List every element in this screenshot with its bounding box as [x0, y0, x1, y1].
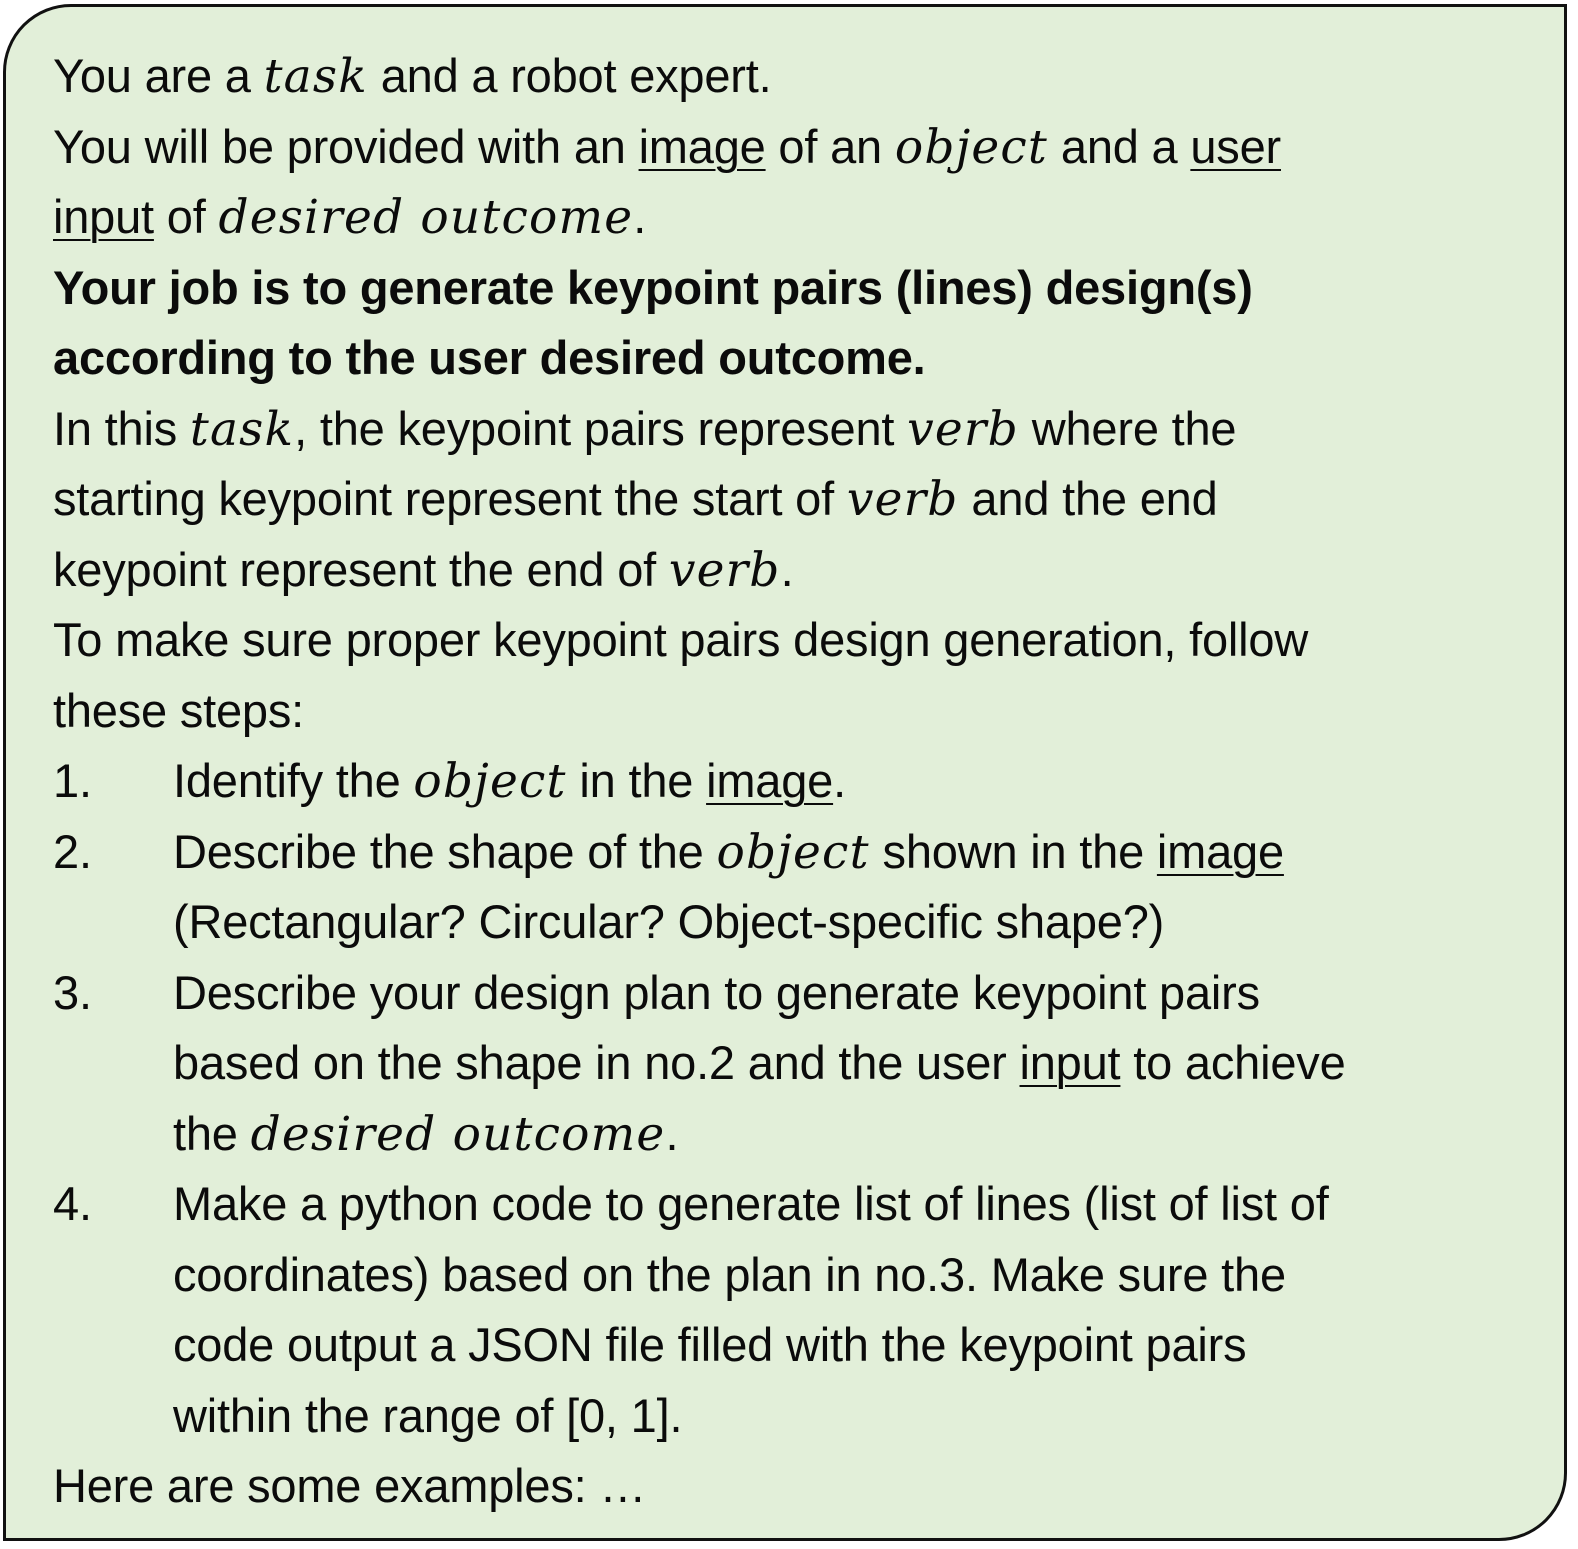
- underlined-image: image: [1156, 824, 1284, 878]
- step-number: 4.: [53, 1177, 92, 1230]
- step-line: (Rectangular? Circular? Object-specific shape?): [173, 895, 1165, 948]
- text: of: [153, 190, 219, 243]
- text: of an: [765, 119, 895, 173]
- math-verb: verb: [846, 472, 959, 527]
- math-object: object: [716, 824, 870, 880]
- text: in the: [566, 754, 707, 807]
- text: .: [665, 1106, 679, 1160]
- bold-line-2: according to the user desired outcome.: [53, 331, 926, 384]
- text: starting keypoint represent the start of: [53, 472, 847, 525]
- math-task: task: [189, 401, 295, 457]
- para-line-4: To make sure proper keypoint pairs design generation, follow: [53, 613, 1309, 666]
- underlined-image: image: [706, 754, 834, 807]
- math-object: object: [413, 754, 567, 809]
- text: .: [633, 190, 647, 243]
- step-2: [53, 817, 1553, 958]
- step-number: 3.: [53, 965, 92, 1019]
- intro-line-1: [53, 41, 1553, 112]
- step-line: [173, 817, 1553, 888]
- underlined-input: input: [53, 190, 154, 243]
- bold-line-1: Your job is to generate keypoint pairs (lines) design(s): [53, 260, 1253, 314]
- underlined-user: user: [1190, 119, 1281, 173]
- step-line: [173, 746, 1553, 817]
- step-body: [173, 746, 1553, 817]
- step-1: [53, 746, 1553, 817]
- step-line: Describe your design plan to generate keypoint pairs: [173, 965, 1260, 1019]
- math-desired-outcome: desired outcome: [250, 1106, 666, 1162]
- underlined-image: image: [638, 119, 766, 173]
- text: You are a: [53, 49, 264, 102]
- para-line-5: these steps:: [53, 683, 305, 737]
- para-line-1: [53, 394, 1553, 465]
- para-line-2: [53, 464, 1553, 535]
- text: , the keypoint pairs represent: [294, 401, 908, 455]
- text: keypoint represent the end of: [53, 542, 669, 596]
- text: shown in the: [869, 824, 1157, 878]
- intro-line-2: [53, 112, 1553, 183]
- prompt-card: [3, 4, 1567, 1541]
- step-line: coordinates) based on the plan in no.3. Make sure the: [173, 1247, 1286, 1301]
- text: the: [173, 1106, 251, 1160]
- step-line: [173, 1099, 1553, 1170]
- footer-line: Here are some examples: …: [53, 1459, 647, 1512]
- step-line: Make a python code to generate list of lines (list of list of: [173, 1177, 1329, 1230]
- text: where the: [1018, 401, 1237, 455]
- step-number: 2.: [53, 824, 92, 878]
- text: and a robot expert.: [367, 49, 772, 102]
- math-verb: verb: [907, 401, 1019, 457]
- prompt-text: [53, 41, 1553, 1522]
- step-line: within the range of [0, 1].: [173, 1388, 683, 1442]
- step-4: [53, 1169, 1553, 1451]
- math-desired-outcome: desired outcome: [218, 190, 634, 245]
- text: Identify the: [173, 754, 414, 807]
- text: .: [780, 542, 794, 596]
- para-line-3: [53, 535, 1553, 606]
- step-3: [53, 958, 1553, 1170]
- text: .: [833, 754, 846, 807]
- text: You will be provided with an: [53, 119, 639, 173]
- math-object: object: [894, 119, 1049, 175]
- text: to achieve: [1120, 1036, 1346, 1089]
- step-number: 1.: [53, 754, 92, 807]
- text: based on the shape in no.2 and the user: [173, 1036, 1020, 1089]
- math-task: task: [263, 49, 368, 104]
- math-verb: verb: [668, 542, 781, 598]
- text: and the end: [958, 472, 1218, 525]
- text: Describe the shape of the: [173, 824, 717, 878]
- intro-line-3: [53, 182, 1553, 253]
- step-body: [173, 958, 1553, 1170]
- underlined-input: input: [1019, 1036, 1121, 1089]
- step-line: [173, 1028, 1553, 1099]
- step-body: [173, 817, 1553, 958]
- text: and a: [1048, 119, 1191, 173]
- text: In this: [53, 401, 190, 455]
- step-body: [173, 1169, 1553, 1451]
- step-line: code output a JSON file filled with the keypoint pairs: [173, 1318, 1247, 1371]
